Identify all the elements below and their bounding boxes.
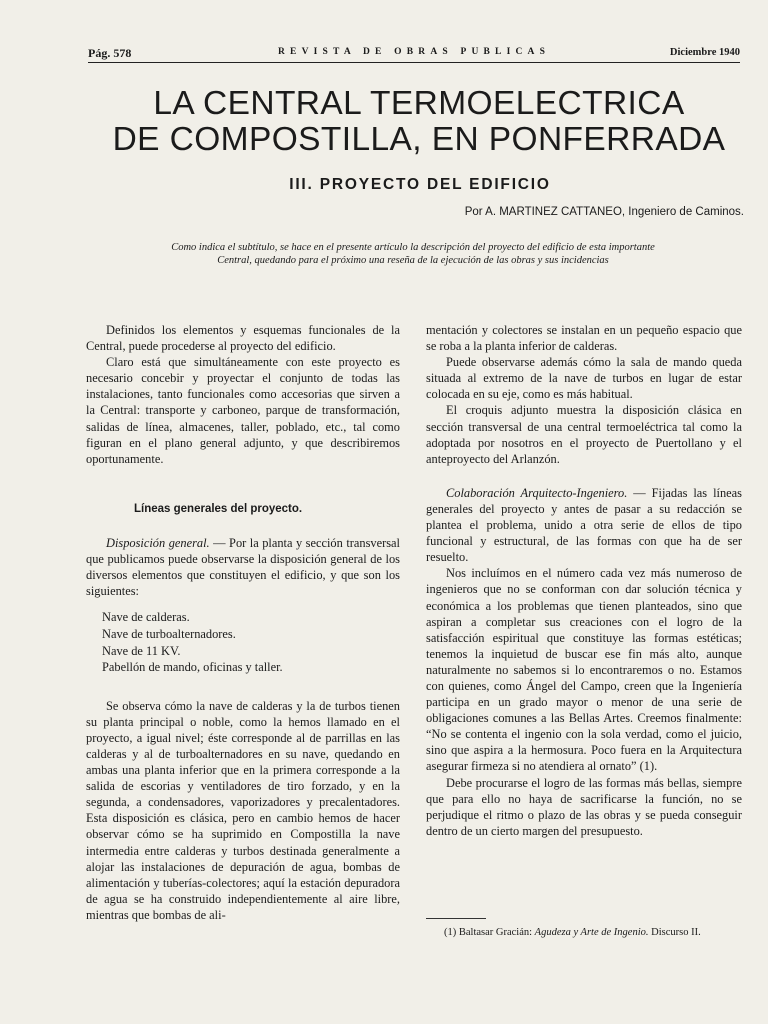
footnote-suffix: Discurso II. <box>648 927 701 938</box>
right-paragraph-1: mentación y colectores se instalan en un pequeño espacio que se roba a la planta inferior de calderas. <box>426 323 742 354</box>
author-byline: Por A. MARTINEZ CATTANEO, Ingeniero de Caminos. <box>464 206 744 218</box>
left-paragraph-1: Definidos los elementos y esquemas funcionales de la Central, puede procederse al proyecto del edificio. <box>86 323 400 354</box>
left-paragraph-3-text: — Por la planta y sección transversal que publicamos puede observarse la disposición general de los diversos elementos que constituyen el edificio, y que son los siguientes: <box>86 535 400 599</box>
right-paragraph-6: Debe procurarse el logro de las formas más bellas, siempre que para ello no haya de sacrificarse la función, no se perjudique el ritmo o plazo de las obras y se pueda conseguir dentro de un cierto margen del presupuesto. <box>426 775 742 838</box>
left-paragraph-2: Claro está que simultáneamente con este proyecto es necesario concebir y proyectar el conjunto de todas las instalaciones, tanto funcionales como accesorias que sirven a la Central: transporte y carboneo, parque de transformación, salidas de línea, almacenes, taller, poblado, etc., tal como figuran en el plano general adjunto, y que describiremos oportunamente. <box>86 355 400 466</box>
article-title <box>84 86 754 158</box>
issue-date: Diciembre 1940 <box>669 47 740 58</box>
left-column <box>86 322 400 923</box>
list-item: Pabellón de mando, oficinas y taller. <box>102 660 283 675</box>
right-column <box>426 322 742 839</box>
list-item: Nave de turboalternadores. <box>102 626 236 641</box>
right-paragraph-5: Nos incluímos en el número cada vez más numeroso de ingenieros que no se conforman con dar solución técnica y económica a los problemas que tienen planteados, sino que aspiran a completar sus creaciones con el logro de la satisfacción espiritual que constituye las formas estéticas; tenemos la inquietud de buscar ese fin más alto, aunque naturalmente no sabemos si lo encontraremos o no. Estamos con quienes, como Ángel del Campo, creen que la Ingeniería participa en un grado mayor o menor de una serie de obligaciones comunes a las Bellas Artes. Creemos finalmente: “No se contenta el ingenio con la sola verdad, como el juicio, sino que aspira a la hermosura. Poco fuera en la Arquitectura asegurar firmeza si no atendiera al ornato” (1). <box>426 566 742 774</box>
lead-paragraph: Como indica el subtítulo, se hace en el presente artículo la descripción del proyecto del edificio de esta importante Central, quedando para el próximo una reseña de la ejecución de las obras y sus incidencias <box>171 242 655 266</box>
run-in-heading: Colaboración Arquitecto-Ingeniero. <box>446 485 628 500</box>
right-paragraph-3: El croquis adjunto muestra la disposición clásica en sección transversal de una central termoeléctrica tal como la adoptada por nosotros en el proyecto de Puertollano y el anteproyecto del Arlanzón. <box>426 403 742 466</box>
footnote-divider <box>426 918 486 919</box>
right-paragraph-2: Puede observarse además cómo la sala de mando queda situada al extremo de la nave de turbos en lugar de estar colocada en su eje, como es más habitual. <box>426 355 742 402</box>
article-subtitle: III. PROYECTO DEL EDIFICIO <box>289 176 551 193</box>
running-header <box>88 42 740 63</box>
building-list <box>86 609 400 675</box>
right-paragraph-4 <box>426 485 742 565</box>
section-heading: Líneas generales del proyecto. <box>134 502 303 515</box>
page-number: Pág. 578 <box>88 46 132 60</box>
title-line-2: DE COMPOSTILLA, EN PONFERRADA <box>112 121 726 158</box>
run-in-heading: Disposición general. <box>106 535 210 550</box>
title-line-1: LA CENTRAL TERMOELECTRICA <box>153 85 685 122</box>
left-paragraph-3 <box>86 535 400 599</box>
left-paragraph-4: Se observa cómo la nave de calderas y la de turbos tienen su planta principal o noble, como la hemos llamado en el proyecto, a igual nivel; éste corresponde al de parrillas en las calderas y al de turboalternadores en su nave, quedando en ambas una planta inferior que en la primera corresponde a la salida de escorias y ventiladores de tiro forzado, y en la segunda, a condensadores, vaporizadores y precalentadores. Esta disposición es clásica, pero en cambio hemos de hacer observar cómo se ha suprimido en Compostilla la nave intermedia entre calderas y turbos destinada generalmente a alojar las instalaciones de depuración de agua, bombas de alimentación y tuberías-colectores; aquí la estación depuradora de agua se ha construido independientemente al aire libre, mientras que bombas de ali- <box>86 698 400 922</box>
footnote-prefix: (1) Baltasar Gracián: <box>444 927 535 938</box>
list-item: Nave de 11 KV. <box>102 643 181 658</box>
footnote-work-title: Agudeza y Arte de Ingenio. <box>534 927 649 938</box>
journal-name: REVISTA DE OBRAS PUBLICAS <box>278 47 551 57</box>
footnote <box>426 926 742 940</box>
right-paragraph-4-text: — Fijadas las líneas generales del proyecto y antes de pasar a su redacción se plantea el problema, unido a otra serie de ellos de tipo funcional y estructural, de las formas con que ha de ser resuelto. <box>426 485 742 565</box>
list-item: Nave de calderas. <box>102 610 190 625</box>
